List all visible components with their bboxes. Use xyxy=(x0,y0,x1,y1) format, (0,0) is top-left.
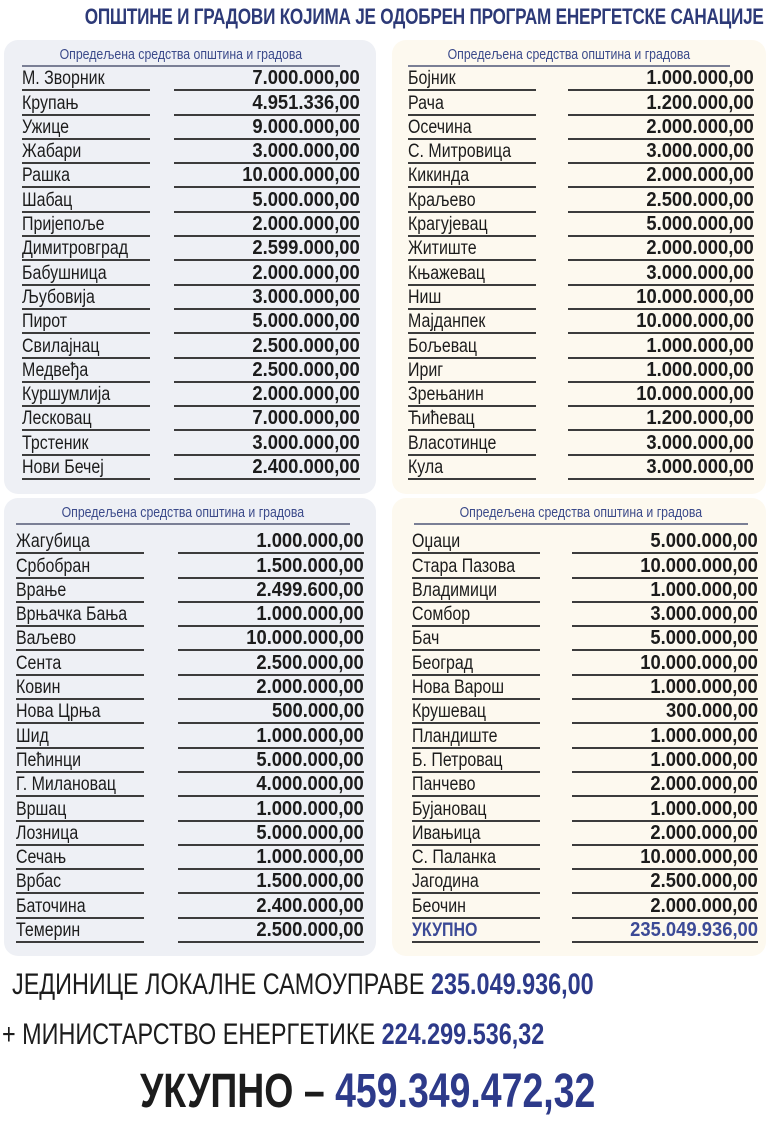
allocated-amount: 2.500.000,00 xyxy=(174,336,360,359)
municipality-name: Власотинце xyxy=(408,433,536,456)
total-label: УКУПНО xyxy=(412,920,540,943)
allocated-amount: 2.000.000,00 xyxy=(178,677,364,700)
table-row xyxy=(408,166,754,190)
table-row xyxy=(412,872,758,896)
allocated-amount: 2.599.000,00 xyxy=(174,238,360,261)
municipality-name: Трстеник xyxy=(22,433,150,456)
allocated-amount: 10.000.000,00 xyxy=(568,311,754,334)
municipality-name: Бојник xyxy=(408,68,536,91)
municipality-name: Бољевац xyxy=(408,336,536,359)
table-row xyxy=(412,629,758,653)
municipality-name: Нови Бечеј xyxy=(22,457,150,480)
municipality-name: Пећинци xyxy=(16,750,144,773)
allocated-amount: 4.000.000,00 xyxy=(178,774,364,797)
allocated-amount: 5.000.000,00 xyxy=(572,531,758,554)
allocated-amount: 1.000.000,00 xyxy=(572,580,758,603)
allocated-amount: 2.000.000,00 xyxy=(572,774,758,797)
allocated-amount: 5.000.000,00 xyxy=(178,750,364,773)
summary-ministry xyxy=(2,1018,770,1052)
allocated-amount: 1.500.000,00 xyxy=(178,556,364,579)
municipality-name: Кикинда xyxy=(408,165,536,188)
allocated-amount: 3.000.000,00 xyxy=(568,433,754,456)
municipality-name: Врање xyxy=(16,580,144,603)
allocated-amount: 3.000.000,00 xyxy=(568,457,754,480)
allocated-amount: 2.000.000,00 xyxy=(174,214,360,237)
allocated-amount: 10.000.000,00 xyxy=(174,165,360,188)
allocated-amount: 9.000.000,00 xyxy=(174,117,360,140)
table-row xyxy=(16,556,364,580)
municipality-name: Жабари xyxy=(22,141,150,164)
municipality-name: Ниш xyxy=(408,287,536,310)
allocated-amount: 2.500.000,00 xyxy=(568,190,754,213)
municipality-name: Краљево xyxy=(408,190,536,213)
allocated-amount: 7.000.000,00 xyxy=(174,68,360,91)
municipality-name: Књажевац xyxy=(408,263,536,286)
allocated-amount: 1.000.000,00 xyxy=(568,336,754,359)
allocated-amount: 2.500.000,00 xyxy=(572,871,758,894)
allocated-amount: 5.000.000,00 xyxy=(572,628,758,651)
allocated-amount: 2.000.000,00 xyxy=(568,165,754,188)
table-row xyxy=(22,190,360,214)
municipality-name: Зрењанин xyxy=(408,384,536,407)
allocated-amount: 10.000.000,00 xyxy=(572,847,758,870)
table-row xyxy=(408,115,754,142)
table-row xyxy=(408,215,754,239)
panel-header: Опредељена средства општина и градова xyxy=(408,46,730,67)
table-row xyxy=(412,896,758,920)
municipality-name: Г. Милановац xyxy=(16,774,144,797)
allocated-amount: 1.000.000,00 xyxy=(572,750,758,773)
table-row xyxy=(408,263,754,287)
summary-value: 224.299.536,32 xyxy=(381,1018,545,1051)
allocated-amount: 2.000.000,00 xyxy=(572,823,758,846)
table-row xyxy=(412,702,758,726)
allocated-amount: 3.000.000,00 xyxy=(568,263,754,286)
allocated-amount: 10.000.000,00 xyxy=(572,556,758,579)
allocated-amount: 2.500.000,00 xyxy=(174,360,360,383)
municipality-name: С. Паланка xyxy=(412,847,540,870)
table-row xyxy=(22,336,360,360)
table-row xyxy=(22,458,360,482)
municipality-name: Бач xyxy=(412,628,540,651)
municipality-name: Пријепоље xyxy=(22,214,150,237)
municipality-name: Сомбор xyxy=(412,604,540,627)
table-row xyxy=(16,896,364,920)
table-row xyxy=(412,532,758,556)
allocated-amount: 1.000.000,00 xyxy=(178,604,364,627)
table-row xyxy=(408,239,754,263)
table-row xyxy=(16,578,364,605)
table-row xyxy=(412,775,758,799)
allocated-amount: 10.000.000,00 xyxy=(568,287,754,310)
allocated-amount: 1.000.000,00 xyxy=(178,799,364,822)
table-row xyxy=(408,93,754,117)
summary-label: ЈЕДИНИЦЕ ЛОКАЛНЕ САМОУПРАВЕ xyxy=(12,968,425,1001)
municipality-name: Крупањ xyxy=(22,93,150,116)
panel-header: Опредељена средства општина и градова xyxy=(414,504,748,525)
table-row xyxy=(22,385,360,409)
table-row xyxy=(16,532,364,556)
panel-municipalities-1 xyxy=(4,40,376,494)
table-row xyxy=(22,142,360,166)
municipality-name: Медвеђа xyxy=(22,360,150,383)
municipality-name: Сечањ xyxy=(16,847,144,870)
table-row xyxy=(16,702,364,726)
table-row xyxy=(16,726,364,750)
allocated-amount: 1.200.000,00 xyxy=(568,408,754,431)
municipality-name: Ивањица xyxy=(412,823,540,846)
municipality-name: Ириг xyxy=(408,360,536,383)
table-row xyxy=(412,726,758,750)
municipality-name: Осечина xyxy=(408,117,536,140)
table-row xyxy=(412,799,758,823)
municipality-name: М. Зворник xyxy=(22,68,150,91)
municipality-name: Вршац xyxy=(16,799,144,822)
municipality-name: Куршумлија xyxy=(22,384,150,407)
allocated-amount: 5.000.000,00 xyxy=(174,190,360,213)
allocated-amount: 3.000.000,00 xyxy=(572,604,758,627)
table-row xyxy=(16,775,364,799)
table-row xyxy=(22,409,360,433)
table-row xyxy=(16,872,364,896)
page-title: ОПШТИНЕ И ГРАДОВИ КОЈИМА ЈЕ ОДОБРЕН ПРОГРАМ ЕНЕРГЕТСКЕ САНАЦИЈЕ xyxy=(84,4,764,29)
panel-municipalities-2 xyxy=(392,40,766,494)
summary-grand-total xyxy=(140,1064,770,1119)
table-row xyxy=(16,678,364,702)
allocated-amount: 2.400.000,00 xyxy=(174,457,360,480)
table-row xyxy=(22,166,360,190)
allocated-amount: 1.000.000,00 xyxy=(568,68,754,91)
municipality-name: Лозница xyxy=(16,823,144,846)
table-row xyxy=(22,358,360,385)
municipality-name: Баточина xyxy=(16,896,144,919)
table-row xyxy=(16,605,364,629)
allocated-amount: 10.000.000,00 xyxy=(568,384,754,407)
table-row xyxy=(22,215,360,239)
table-row xyxy=(408,358,754,385)
allocated-amount: 2.500.000,00 xyxy=(178,653,364,676)
table-row xyxy=(408,69,754,93)
allocated-amount: 3.000.000,00 xyxy=(568,141,754,164)
municipality-name: Темерин xyxy=(16,920,144,943)
municipality-name: Стара Пазова xyxy=(412,556,540,579)
allocated-amount: 3.000.000,00 xyxy=(174,433,360,456)
municipality-name: Лесковац xyxy=(22,408,150,431)
summary-label: + МИНИСТАРСТВО ЕНЕРГЕТИКЕ xyxy=(2,1018,376,1051)
allocated-amount: 2.000.000,00 xyxy=(568,238,754,261)
municipality-name: Врњачка Бања xyxy=(16,604,144,627)
table-row xyxy=(408,433,754,457)
allocated-amount: 1.200.000,00 xyxy=(568,93,754,116)
table-row xyxy=(16,629,364,653)
allocated-amount: 5.000.000,00 xyxy=(174,311,360,334)
allocated-amount: 1.000.000,00 xyxy=(178,726,364,749)
table-row xyxy=(16,748,364,775)
municipality-name: Ћићевац xyxy=(408,408,536,431)
table-row xyxy=(408,142,754,166)
municipality-name: Жагубица xyxy=(16,531,144,554)
panel-header: Опредељена средства општина и градова xyxy=(16,504,350,525)
municipality-name: Оџаци xyxy=(412,531,540,554)
allocated-amount: 1.000.000,00 xyxy=(178,531,364,554)
municipality-name: Мајданпек xyxy=(408,311,536,334)
municipality-name: Нова Црња xyxy=(16,701,144,724)
allocated-amount: 2.500.000,00 xyxy=(178,920,364,943)
allocated-amount: 3.000.000,00 xyxy=(174,141,360,164)
municipality-name: Житиште xyxy=(408,238,536,261)
allocated-amount: 3.000.000,00 xyxy=(174,287,360,310)
panel-municipalities-3 xyxy=(4,498,376,956)
municipality-name: Крагујевац xyxy=(408,214,536,237)
municipality-name: Јагодина xyxy=(412,871,540,894)
municipality-name: Шид xyxy=(16,726,144,749)
municipality-name: Ковин xyxy=(16,677,144,700)
table-row xyxy=(412,578,758,605)
table-row xyxy=(22,69,360,93)
panel-header: Опредељена средства општина и градова xyxy=(22,46,340,67)
municipality-name: Врбас xyxy=(16,871,144,894)
allocation-table xyxy=(412,532,758,945)
total-row xyxy=(412,921,758,945)
municipality-name: Нова Варош xyxy=(412,677,540,700)
municipality-name: Крушевац xyxy=(412,701,540,724)
municipality-name: Сента xyxy=(16,653,144,676)
allocated-amount: 4.951.336,00 xyxy=(174,93,360,116)
table-row xyxy=(22,239,360,263)
table-row xyxy=(408,285,754,312)
grand-total-label: УКУПНО – xyxy=(140,1065,325,1118)
allocated-amount: 1.500.000,00 xyxy=(178,871,364,894)
allocation-table xyxy=(16,532,364,945)
allocation-table xyxy=(408,69,754,482)
table-row xyxy=(22,433,360,457)
allocated-amount: 1.000.000,00 xyxy=(572,726,758,749)
allocated-amount: 1.000.000,00 xyxy=(568,360,754,383)
table-row xyxy=(22,115,360,142)
total-amount: 235.049.936,00 xyxy=(572,920,758,943)
municipality-name: Панчево xyxy=(412,774,540,797)
panel-municipalities-4 xyxy=(392,498,766,956)
table-row xyxy=(408,190,754,214)
allocated-amount: 1.000.000,00 xyxy=(178,847,364,870)
municipality-name: Ваљево xyxy=(16,628,144,651)
table-row xyxy=(22,312,360,336)
table-row xyxy=(22,263,360,287)
table-row xyxy=(16,921,364,945)
allocated-amount: 500.000,00 xyxy=(178,701,364,724)
table-row xyxy=(408,385,754,409)
municipality-name: Србобран xyxy=(16,556,144,579)
allocated-amount: 7.000.000,00 xyxy=(174,408,360,431)
municipality-name: Љубовија xyxy=(22,287,150,310)
table-row xyxy=(412,678,758,702)
municipality-name: С. Митровица xyxy=(408,141,536,164)
municipality-name: Владимици xyxy=(412,580,540,603)
municipality-name: Београд xyxy=(412,653,540,676)
allocated-amount: 10.000.000,00 xyxy=(178,628,364,651)
municipality-name: Кула xyxy=(408,457,536,480)
municipality-name: Шабац xyxy=(22,190,150,213)
allocated-amount: 5.000.000,00 xyxy=(568,214,754,237)
summary-value: 235.049.936,00 xyxy=(431,968,594,1001)
table-row xyxy=(412,605,758,629)
allocated-amount: 2.000.000,00 xyxy=(572,896,758,919)
municipality-name: Бабушница xyxy=(22,263,150,286)
municipality-name: Пирот xyxy=(22,311,150,334)
grand-total-value: 459.349.472,32 xyxy=(335,1065,596,1118)
table-row xyxy=(408,409,754,433)
allocated-amount: 2.400.000,00 xyxy=(178,896,364,919)
table-row xyxy=(412,821,758,848)
table-row xyxy=(412,748,758,775)
municipality-name: Свилајнац xyxy=(22,336,150,359)
municipality-name: Димитровград xyxy=(22,238,150,261)
table-row xyxy=(412,556,758,580)
municipality-name: Ужице xyxy=(22,117,150,140)
allocated-amount: 2.000.000,00 xyxy=(174,384,360,407)
allocated-amount: 1.000.000,00 xyxy=(572,799,758,822)
table-row xyxy=(412,848,758,872)
allocated-amount: 2.000.000,00 xyxy=(568,117,754,140)
municipality-name: Беочин xyxy=(412,896,540,919)
table-row xyxy=(16,848,364,872)
table-row xyxy=(16,653,364,677)
table-row xyxy=(16,821,364,848)
municipality-name: Рашка xyxy=(22,165,150,188)
allocated-amount: 2.000.000,00 xyxy=(174,263,360,286)
summary-local-government xyxy=(12,968,770,1002)
table-row xyxy=(22,285,360,312)
table-row xyxy=(408,458,754,482)
allocation-table xyxy=(22,69,360,482)
table-row xyxy=(408,312,754,336)
allocated-amount: 10.000.000,00 xyxy=(572,653,758,676)
allocated-amount: 5.000.000,00 xyxy=(178,823,364,846)
allocated-amount: 2.499.600,00 xyxy=(178,580,364,603)
table-row xyxy=(16,799,364,823)
allocated-amount: 300.000,00 xyxy=(572,701,758,724)
municipality-name: Рача xyxy=(408,93,536,116)
allocated-amount: 1.000.000,00 xyxy=(572,677,758,700)
municipality-name: Б. Петровац xyxy=(412,750,540,773)
municipality-name: Бујановац xyxy=(412,799,540,822)
table-row xyxy=(22,93,360,117)
table-row xyxy=(408,336,754,360)
table-row xyxy=(412,653,758,677)
municipality-name: Пландиште xyxy=(412,726,540,749)
